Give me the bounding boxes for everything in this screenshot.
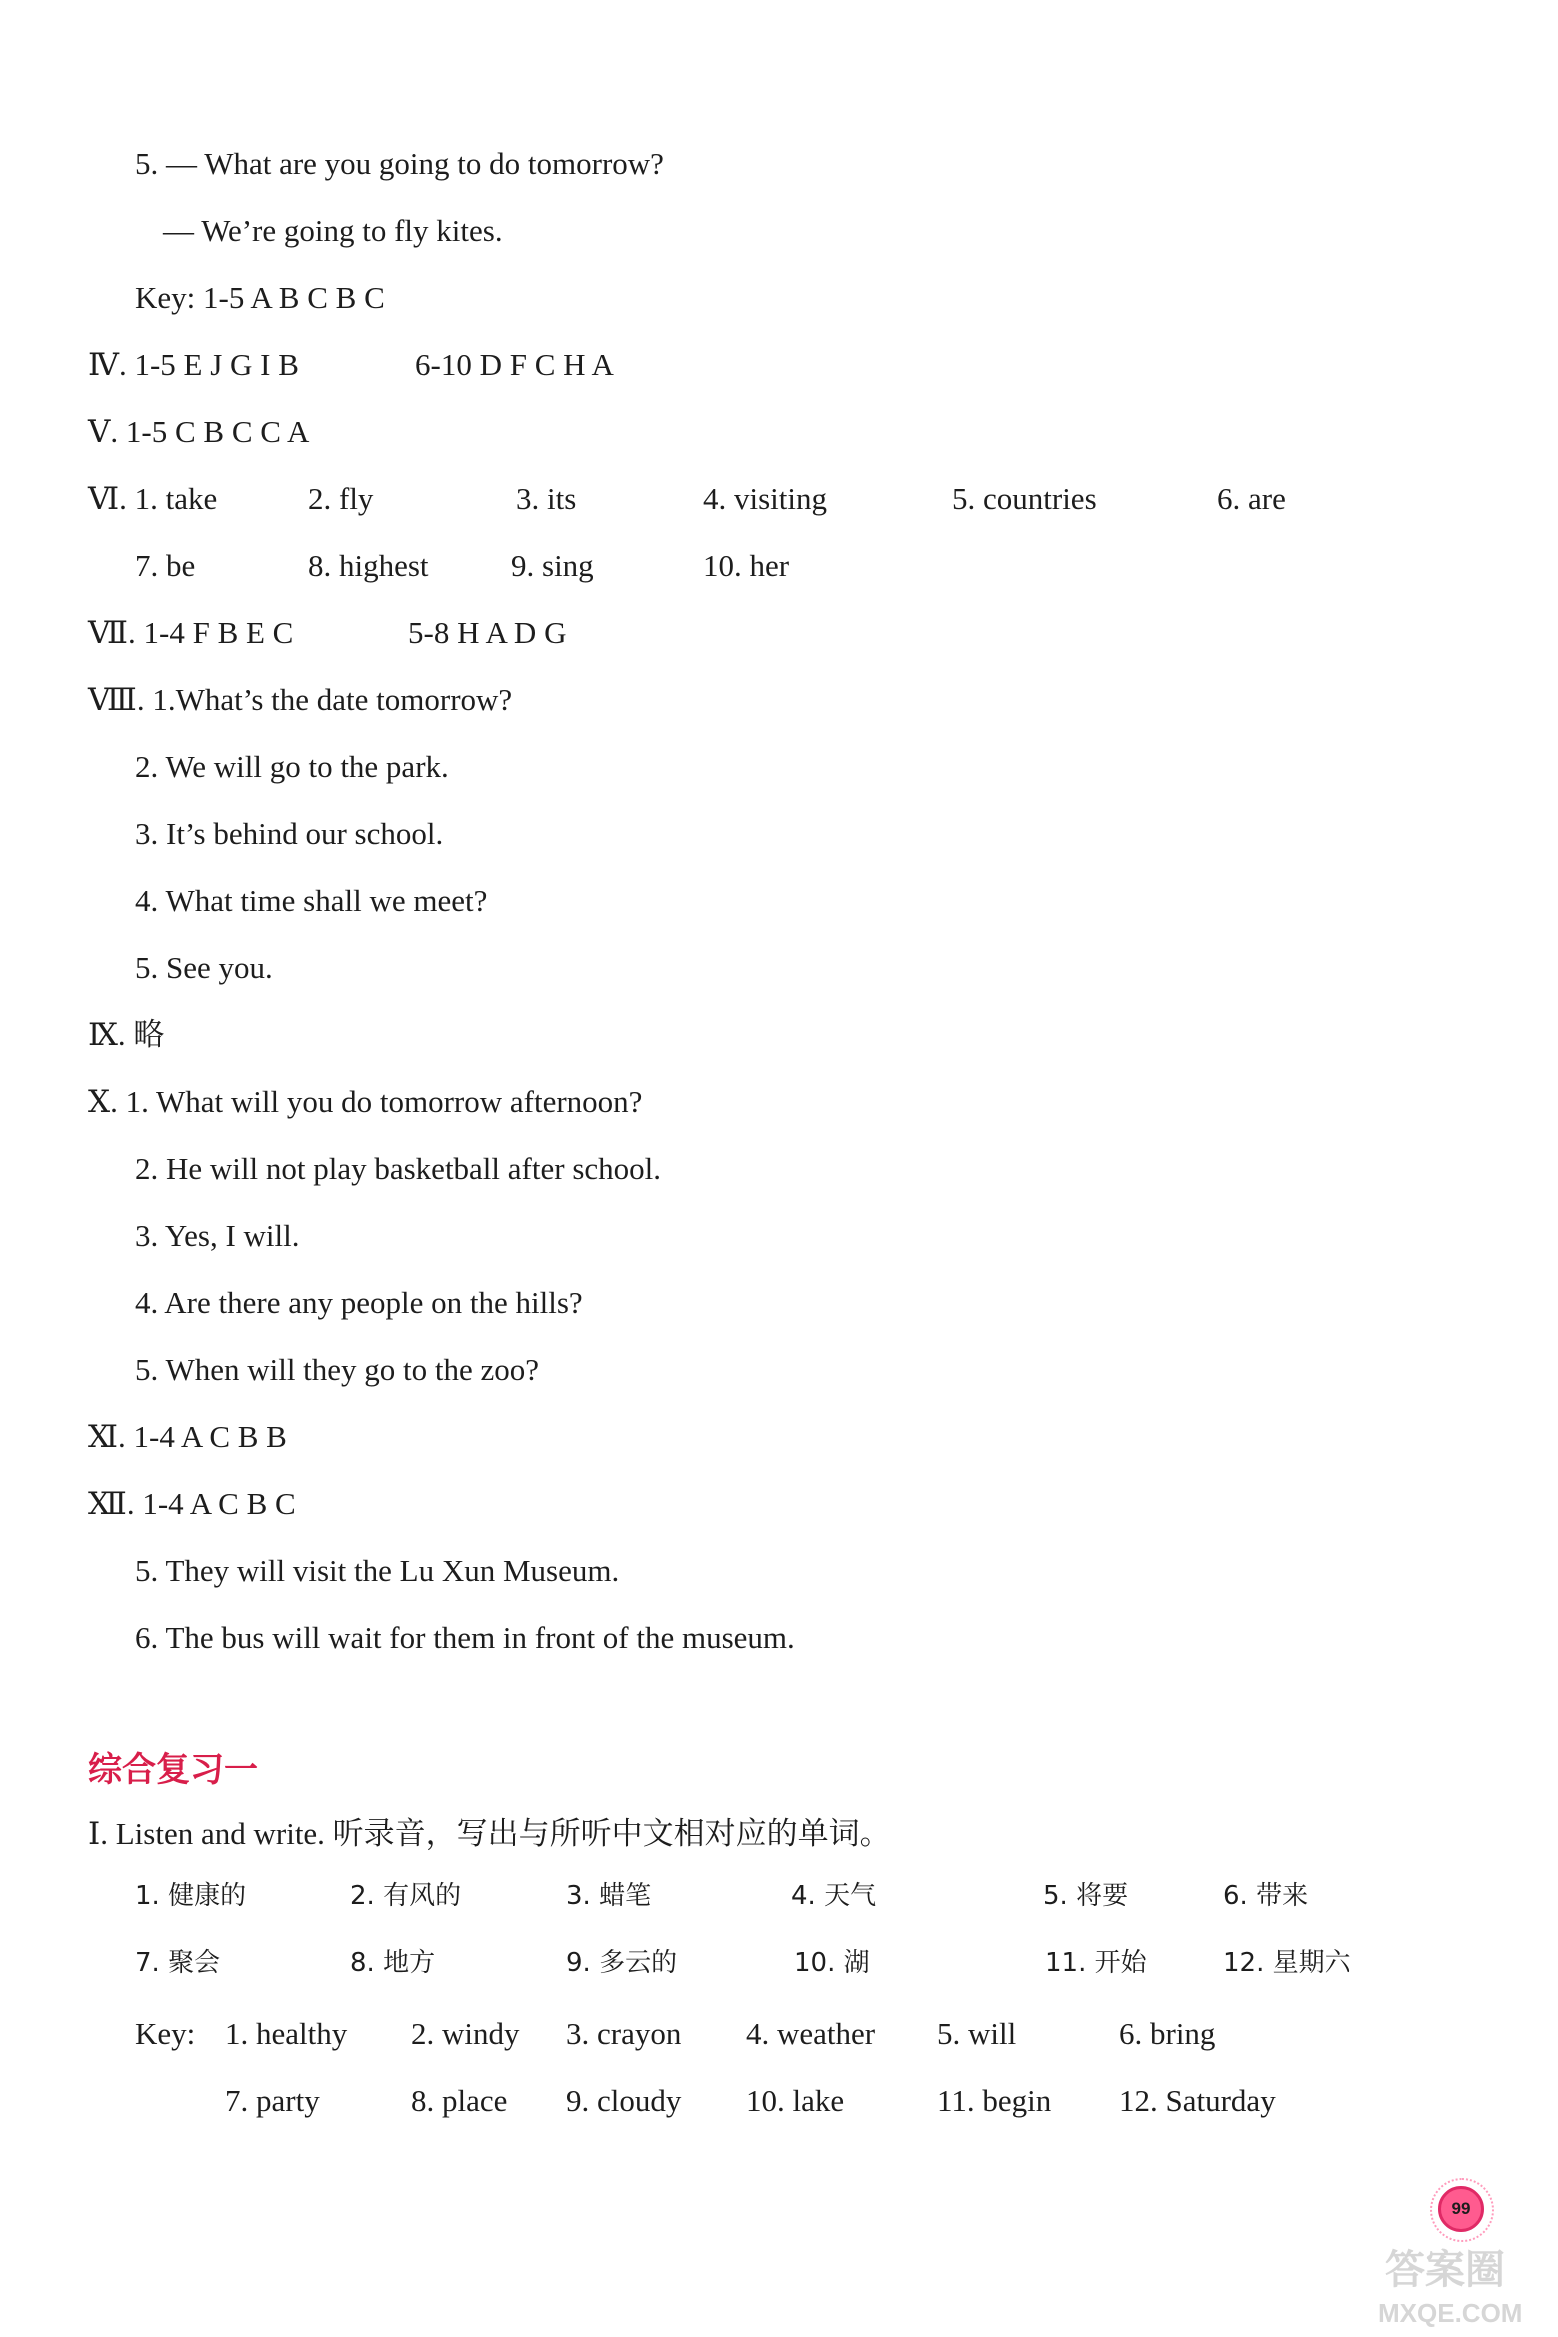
vocab-item: 5. 将要	[1043, 1881, 1129, 1911]
answer-line: 9. sing	[511, 548, 594, 583]
watermark-url: MXQE.COM	[1378, 2298, 1523, 2328]
key-item: 12. Saturday	[1119, 2083, 1276, 2118]
vocab-item: 2. 有风的	[350, 1881, 462, 1911]
vocab-item: 10. 湖	[794, 1948, 870, 1978]
answer-line: — We’re going to fly kites.	[163, 213, 503, 248]
vocab-item: 9. 多云的	[566, 1948, 678, 1978]
vocab-item: 4. 天气	[791, 1881, 877, 1911]
key-item: 10. lake	[746, 2083, 845, 2118]
section-title: 综合复习一	[88, 1750, 258, 1790]
answer-line: 5. When will they go to the zoo?	[135, 1352, 540, 1387]
answer-line: 8. highest	[308, 548, 429, 583]
answer-line: Ⅻ. 1-4 A C B C	[88, 1486, 296, 1521]
answer-line: 5. — What are you going to do tomorrow?	[135, 146, 664, 181]
key-item: 3. crayon	[566, 2016, 682, 2051]
answer-line: 2. We will go to the park.	[135, 749, 449, 784]
key-item: 11. begin	[937, 2083, 1052, 2118]
answer-line: 6. are	[1217, 481, 1286, 516]
answer-line: Ⅺ. 1-4 A C B B	[88, 1419, 287, 1454]
vocab-item: 12. 星期六	[1223, 1948, 1351, 1978]
vocab-item: 6. 带来	[1223, 1881, 1309, 1911]
answer-line: 2. He will not play basketball after school.	[135, 1151, 662, 1186]
key-item: 7. party	[225, 2083, 320, 2118]
answer-line: 2. fly	[308, 481, 374, 516]
answer-line: Ⅴ. 1-5 C B C C A	[88, 414, 310, 449]
section-intro: Ⅰ. Listen and write. 听录音，写出与所听中文相对应的单词。	[88, 1816, 891, 1851]
key-item: 9. cloudy	[566, 2083, 682, 2118]
page-number: 99	[1438, 2186, 1484, 2232]
answer-line: Ⅵ. 1. take	[88, 481, 218, 516]
answer-line: 4. visiting	[703, 481, 828, 516]
answer-line: Ⅹ. 1. What will you do tomorrow afternoon?	[88, 1084, 643, 1119]
answer-line: 10. her	[703, 548, 790, 583]
key-label: Key:	[135, 2016, 196, 2051]
answer-line: Ⅷ. 1.What’s the date tomorrow?	[88, 682, 513, 717]
answer-line: 7. be	[135, 548, 196, 583]
answer-line: 5-8 H A D G	[408, 615, 567, 650]
answer-line: Ⅸ. 略	[88, 1017, 165, 1052]
watermark-logo: 答案圈	[1385, 2248, 1505, 2292]
vocab-item: 11. 开始	[1045, 1948, 1147, 1978]
key-item: 2. windy	[411, 2016, 520, 2051]
answer-line: 4. What time shall we meet?	[135, 883, 488, 918]
answer-line: Ⅶ. 1-4 F B E C	[88, 615, 294, 650]
key-item: 4. weather	[746, 2016, 876, 2051]
vocab-item: 1. 健康的	[135, 1881, 247, 1911]
key-item: 6. bring	[1119, 2016, 1216, 2051]
answer-line: 5. They will visit the Lu Xun Museum.	[135, 1553, 620, 1588]
key-item: 1. healthy	[225, 2016, 348, 2051]
vocab-item: 3. 蜡笔	[566, 1881, 652, 1911]
answer-line: 4. Are there any people on the hills?	[135, 1285, 583, 1320]
answer-line: 5. See you.	[135, 950, 273, 985]
answer-line: 6. The bus will wait for them in front of the museum.	[135, 1620, 795, 1655]
answer-line: 3. It’s behind our school.	[135, 816, 444, 851]
answer-line: 6-10 D F C H A	[415, 347, 614, 382]
vocab-item: 7. 聚会	[135, 1948, 221, 1978]
key-item: 5. will	[937, 2016, 1017, 2051]
key-item: 8. place	[411, 2083, 508, 2118]
answer-line: 3. its	[516, 481, 577, 516]
answer-line: 5. countries	[952, 481, 1097, 516]
answer-line: Key: 1-5 A B C B C	[135, 280, 385, 315]
answer-line: Ⅳ. 1-5 E J G I B	[88, 347, 299, 382]
answer-line: 3. Yes, I will.	[135, 1218, 300, 1253]
vocab-item: 8. 地方	[350, 1948, 436, 1978]
